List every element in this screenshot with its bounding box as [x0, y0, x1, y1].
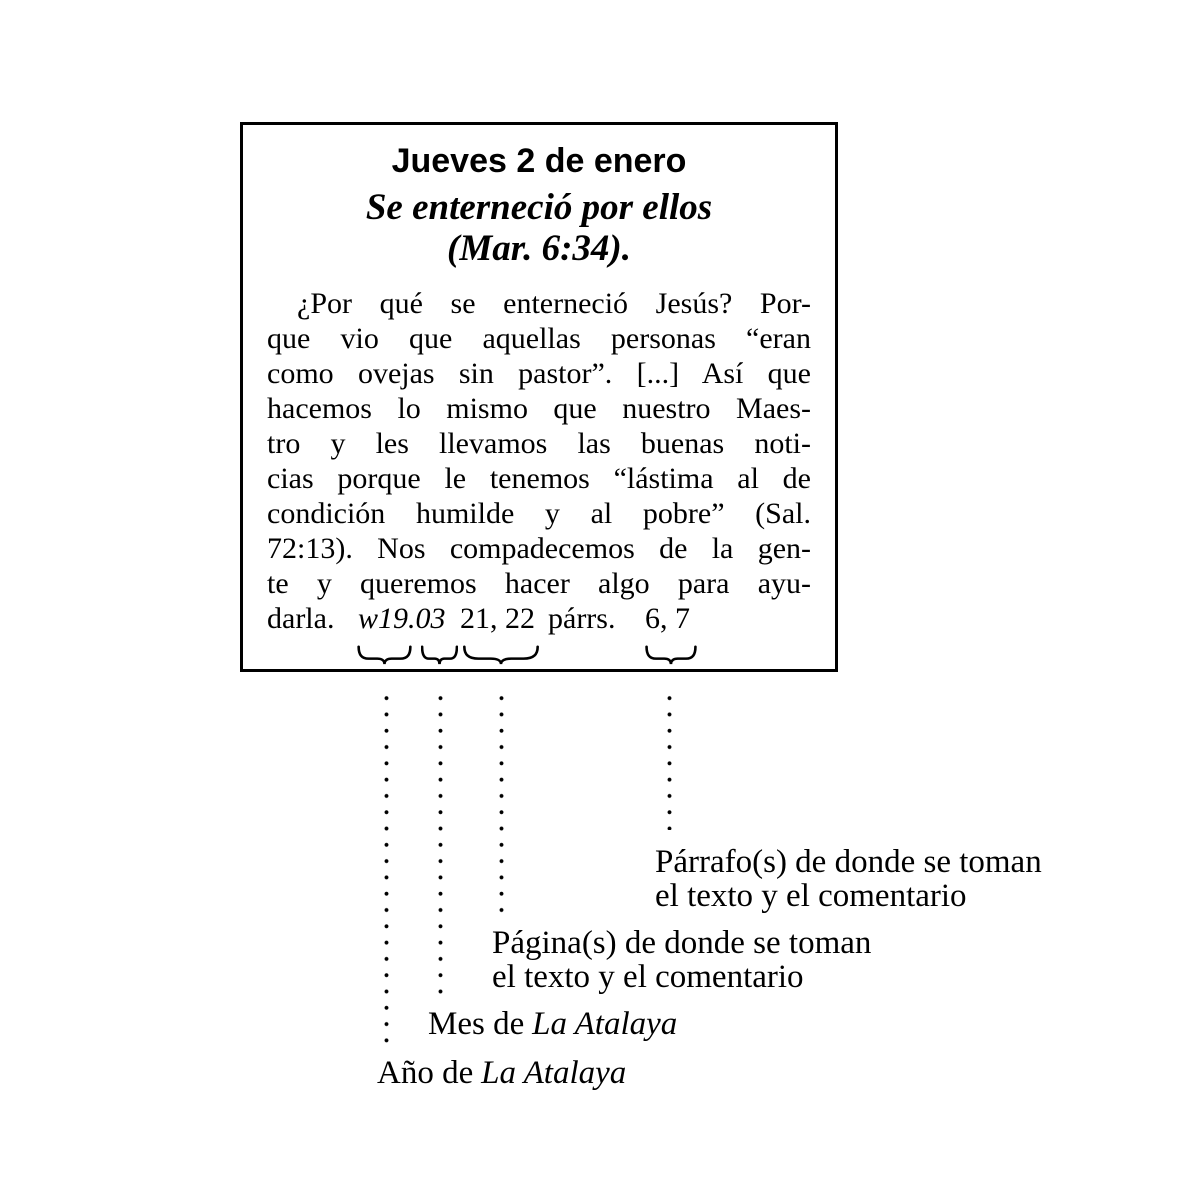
- callout-pages: [492, 926, 871, 994]
- body-text-line: que vio que aquellas personas “eran: [267, 322, 811, 355]
- theme-scripture-text: Se enterneció por ellos: [365, 187, 713, 228]
- citation-pages: 21, 22: [460, 602, 535, 635]
- scripture-reference: (Mar. 6:34).: [447, 228, 631, 269]
- leader-dots-month: [438, 690, 443, 995]
- body-text-line: tro y les llevamos las buenas noti-: [267, 427, 811, 460]
- callout-paragraphs: [655, 845, 1042, 913]
- callout-pages-line1: Página(s) de donde se toman: [492, 925, 872, 961]
- body-text-line: como ovejas sin pastor”. [...] Así que: [267, 357, 811, 390]
- body-text-line: hacemos lo mismo que nuestro Maes-: [267, 392, 811, 425]
- underbrace-paragraphs-icon: [645, 645, 697, 665]
- body-text-line: 72:13). Nos compadecemos de la gen-: [267, 532, 811, 565]
- leader-dots-year: [384, 690, 389, 1046]
- leader-dots-pages: [499, 690, 504, 913]
- underbrace-month-icon: [421, 645, 458, 665]
- citation-watchtower-code: w19.03: [358, 602, 446, 635]
- daily-text-box: [240, 122, 838, 672]
- underbrace-pages-icon: [462, 645, 540, 665]
- theme-scripture: [243, 187, 835, 269]
- date-heading: Jueves 2 de enero: [391, 142, 687, 180]
- citation-line: [267, 601, 811, 636]
- callout-year: [377, 1056, 626, 1090]
- citation-paragraph-abbrev: párrs.: [548, 602, 616, 635]
- comment-paragraph: [267, 286, 811, 636]
- leader-dots-paragraphs: [667, 690, 672, 830]
- underbrace-year-icon: [357, 645, 412, 665]
- callout-pages-line2: el texto y el comentario: [492, 959, 804, 995]
- body-text-line: cias porque le tenemos “lástima al de: [267, 462, 811, 495]
- body-text-line: ¿Por qué se enterneció Jesús? Por-: [297, 287, 811, 320]
- publication-title: La Atalaya: [532, 1006, 678, 1042]
- body-text-line: condición humilde y al pobre” (Sal.: [267, 497, 811, 530]
- callout-year-prefix: Año de: [377, 1055, 474, 1091]
- callout-month: [428, 1007, 677, 1041]
- body-text-line: te y queremos hacer algo para ayu-: [267, 567, 811, 600]
- callout-paragraphs-line2: el texto y el comentario: [655, 878, 967, 914]
- citation-paragraphs: 6, 7: [645, 602, 690, 635]
- citation-sentence-end: darla.: [267, 602, 335, 635]
- publication-title: La Atalaya: [481, 1055, 627, 1091]
- callout-month-prefix: Mes de: [428, 1006, 525, 1042]
- callout-paragraphs-line1: Párrafo(s) de donde se toman: [655, 844, 1042, 880]
